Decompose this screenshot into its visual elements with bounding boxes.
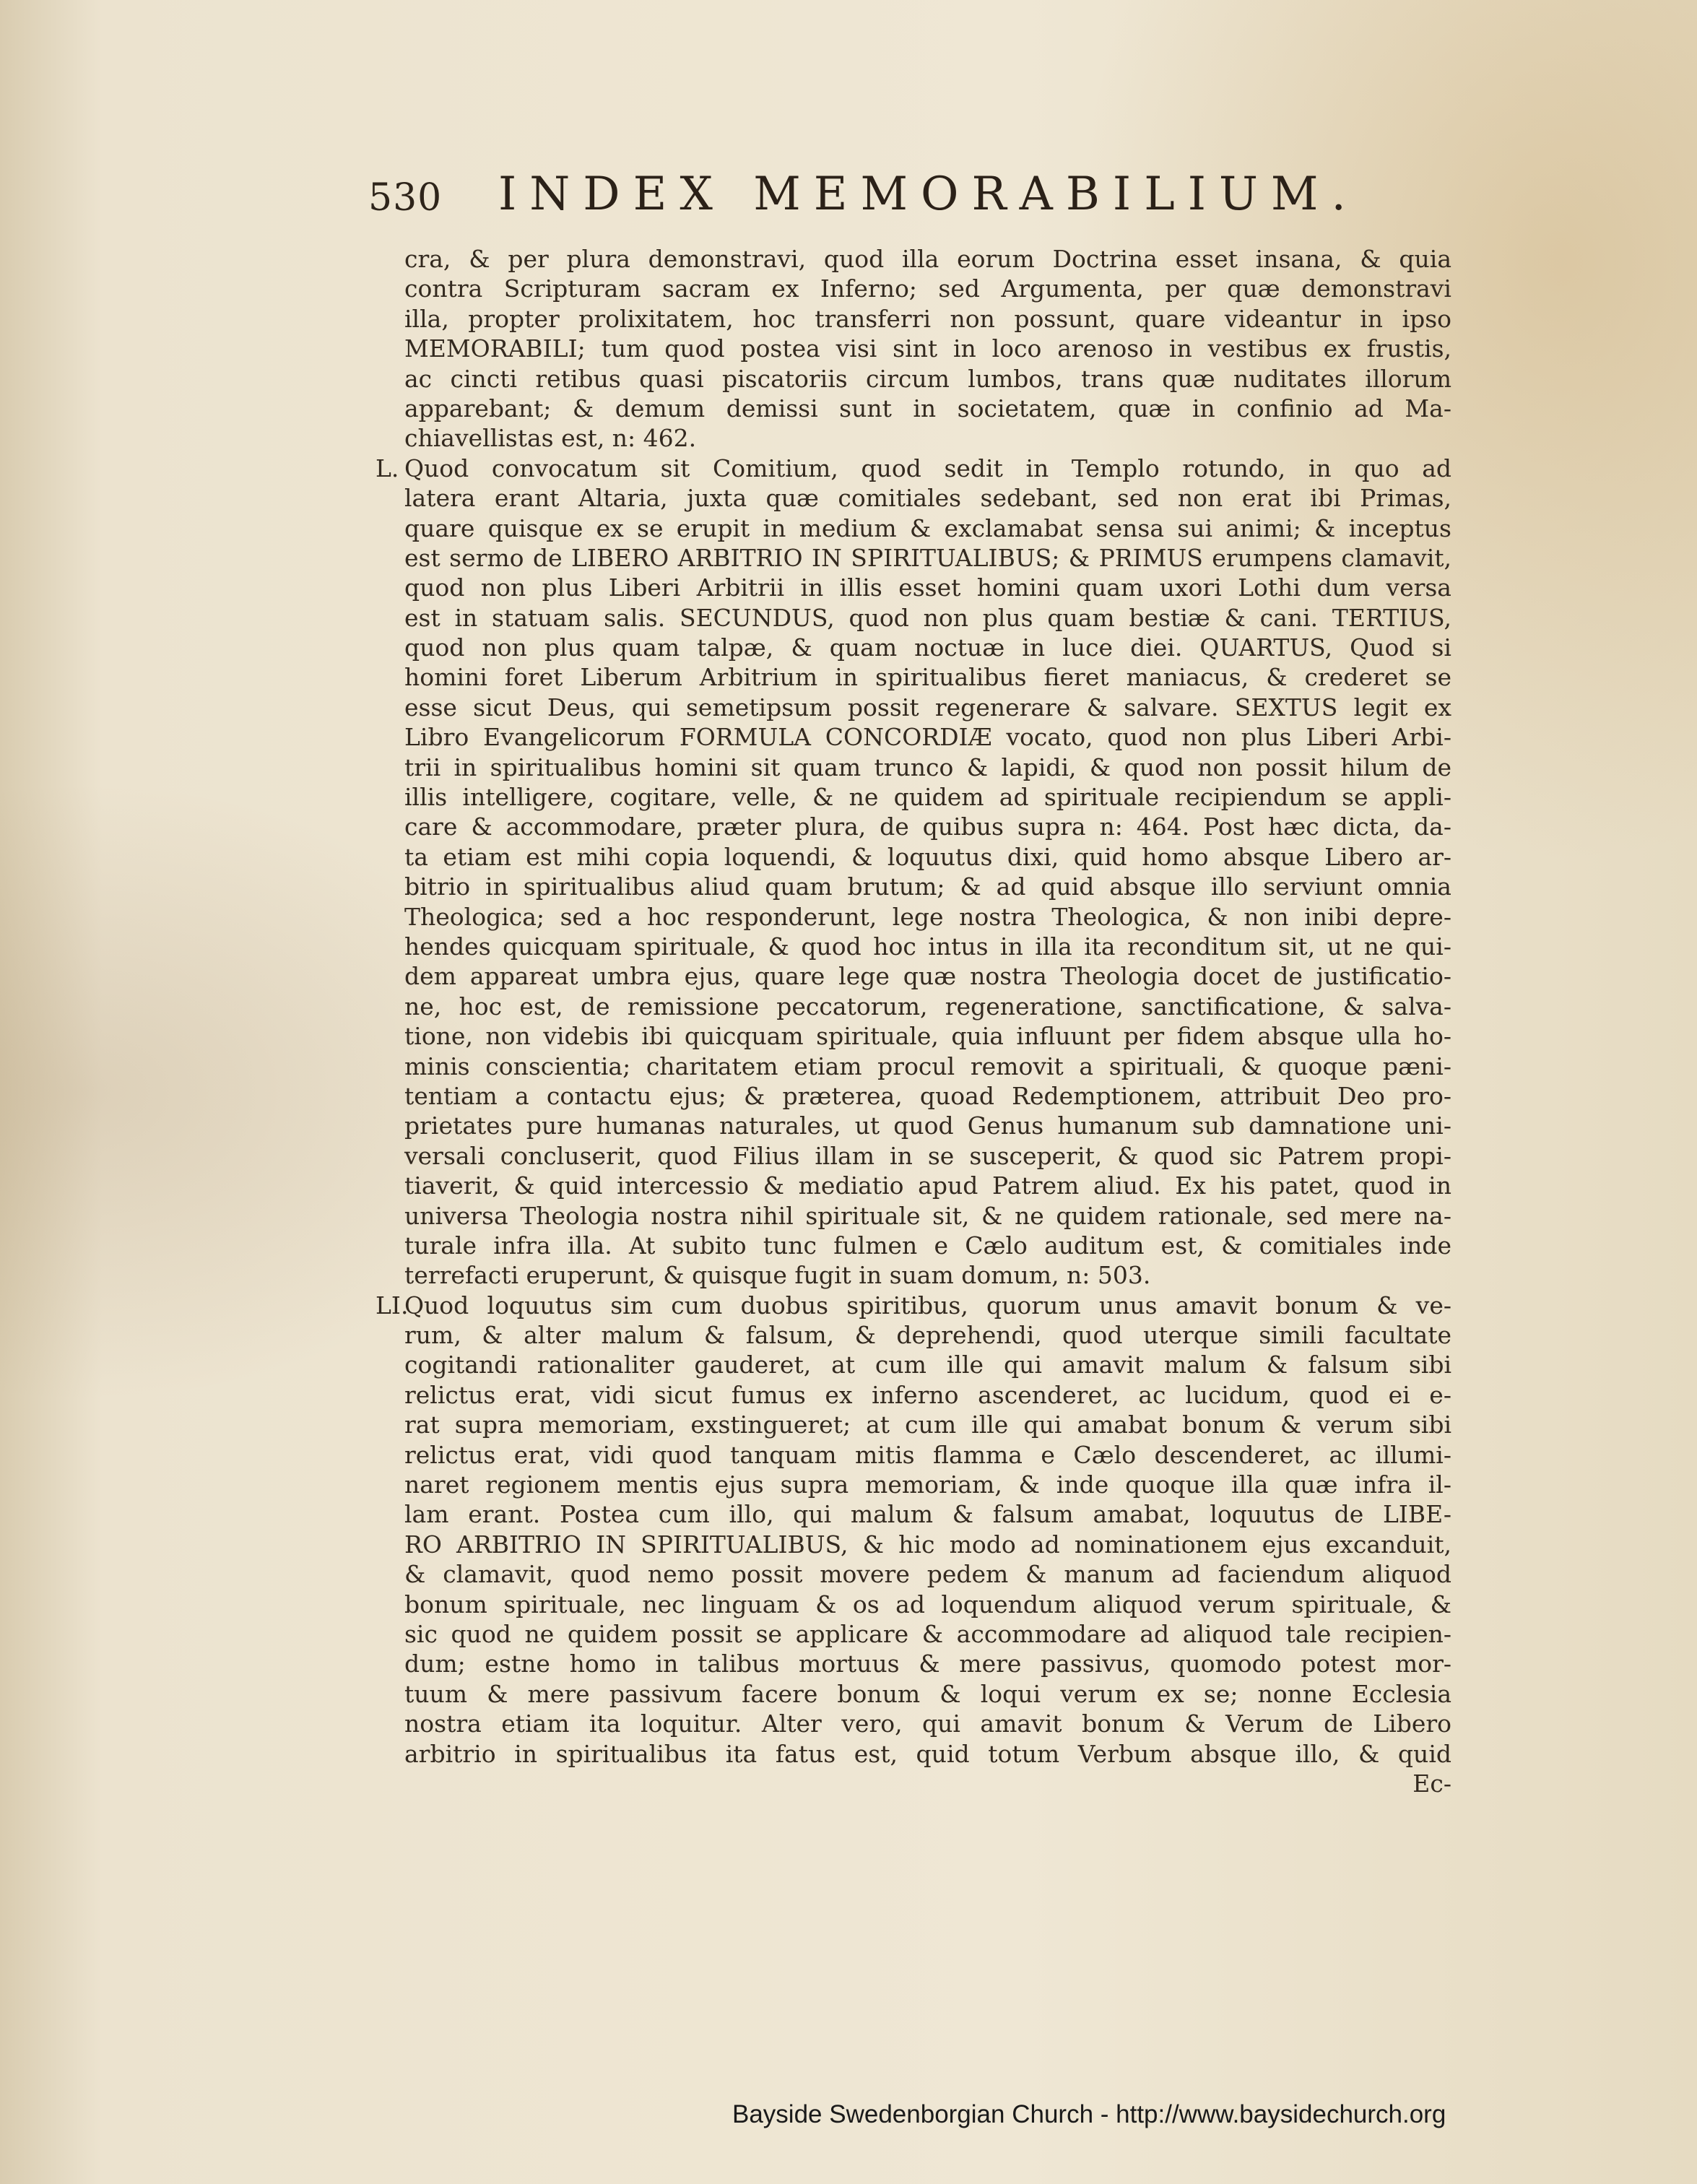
text-line: Quod loquutus sim cum duobus spiritibus, quorum unus amavit bonum & ve-: [404, 1291, 1451, 1320]
text-line: quare quisque ex se erupit in medium & exclamabat sensa sui animi; & inceptus: [404, 514, 1451, 542]
text-line: ta etiam est mihi copia loquendi, & loquutus dixi, quid homo absque Libero ar-: [404, 842, 1451, 871]
text-line: Theologica; sed a hoc responderunt, lege nostra Theologica, & non inibi depre-: [404, 902, 1451, 931]
text-line: prietates pure humanas naturales, ut quod Genus humanum sub damnatione uni-: [404, 1112, 1451, 1140]
entry-number: LI.: [376, 1291, 409, 1320]
text-line: rum, & alter malum & falsum, & deprehendi, quod uterque simili facultate: [404, 1321, 1451, 1350]
text-line: universa Theologia nostra nihil spirituale sit, & ne quidem rationale, sed mere na-: [404, 1201, 1451, 1230]
text-line: hendes quicquam spirituale, & quod hoc intus in illa ita reconditum sit, ut ne qui-: [404, 932, 1451, 961]
footer-credit: Bayside Swedenborgian Church - http://www.baysidechurch.org: [732, 2100, 1446, 2128]
text-line: bonum spirituale, nec linguam & os ad loquendum aliquod verum spirituale, &: [404, 1590, 1451, 1618]
entry-number: L.: [376, 454, 399, 482]
text-line: RO ARBITRIO IN SPIRITUALIBUS, & hic modo ad nominationem ejus excanduit,: [404, 1530, 1451, 1559]
text-line: cogitandi rationaliter gauderet, at cum ille qui amavit malum & falsum sibi: [404, 1351, 1451, 1379]
text-line: trii in spiritualibus homini sit quam trunco & lapidi, & quod non possit hilum de: [404, 753, 1451, 781]
text-line: & clamavit, quod nemo possit movere pedem & manum ad faciendum aliquod: [404, 1560, 1451, 1589]
text-line: rat supra memoriam, exstingueret; at cum ille qui amabat bonum & verum sibi: [404, 1410, 1451, 1439]
text-line: versali concluserit, quod Filius illam in se susceperit, & quod sic Patrem propi-: [404, 1141, 1451, 1170]
text-line: naret regionem mentis ejus supra memoriam, & inde quoque illa quæ infra il-: [404, 1470, 1451, 1499]
page-number: 530: [368, 176, 443, 220]
text-line: terrefacti eruperunt, & quisque fugit in suam domum, n: 503.: [404, 1261, 1151, 1290]
text-line: turale infra illa. At subito tunc fulmen e Cælo auditum est, & comitiales inde: [404, 1231, 1451, 1260]
text-line: quod non plus quam talpæ, & quam noctuæ in luce diei. QUARTUS, Quod si: [404, 633, 1451, 662]
text-line: latera erant Altaria, juxta quæ comitiales sedebant, sed non erat ibi Primas,: [404, 484, 1451, 513]
text-line: est in statuam salis. SECUNDUS, quod non plus quam bestiæ & cani. TERTIUS,: [404, 603, 1451, 632]
text-line: sic quod ne quidem possit se applicare & accommodare ad aliquod tale recipien-: [404, 1619, 1451, 1648]
text-line: est sermo de LIBERO ARBITRIO IN SPIRITUALIBUS; & PRIMUS erumpens clamavit,: [404, 543, 1451, 572]
text-line: illa, propter prolixitatem, hoc transferri non possunt, quare videantur in ipso: [404, 304, 1451, 333]
text-line: nostra etiam ita loquitur. Alter vero, qui amavit bonum & Verum de Libero: [404, 1710, 1451, 1738]
text-line: dem appareat umbra ejus, quare lege quæ nostra Theologia docet de justificatio-: [404, 962, 1451, 991]
text-line: Quod convocatum sit Comitium, quod sedit in Templo rotundo, in quo ad: [404, 454, 1451, 482]
text-line: relictus erat, vidi sicut fumus ex inferno ascenderet, ac lucidum, quod ei e-: [404, 1380, 1451, 1409]
text-line: tione, non videbis ibi quicquam spirituale, quia influunt per fidem absque ulla ho-: [404, 1022, 1451, 1051]
body-text: [376, 244, 1451, 1798]
catchword: Ec-: [1412, 1769, 1451, 1798]
text-line: chiavellistas est, n: 462.: [404, 424, 697, 453]
text-line: homini foret Liberum Arbitrium in spiritualibus fieret maniacus, & crederet se: [404, 663, 1451, 692]
running-head: [368, 160, 1394, 221]
text-line: relictus erat, vidi quod tanquam mitis flamma e Cælo descenderet, ac illumi-: [404, 1440, 1451, 1469]
text-line: MEMORABILI; tum quod postea visi sint in loco arenoso in vestibus ex frustis,: [404, 334, 1451, 363]
text-line: ac cincti retibus quasi piscatoriis circum lumbos, trans quæ nuditates illorum: [404, 364, 1451, 393]
text-line: contra Scripturam sacram ex Inferno; sed Argumenta, per quæ demonstravi: [404, 274, 1451, 303]
text-line: esse sicut Deus, qui semetipsum possit regenerare & salvare. SEXTUS legit ex: [404, 693, 1451, 722]
text-line: tiaverit, & quid intercessio & mediatio apud Patrem aliud. Ex his patet, quod in: [404, 1171, 1451, 1200]
text-line: illis intelligere, cogitare, velle, & ne quidem ad spirituale recipiendum se appli-: [404, 783, 1451, 812]
text-line: care & accommodare, præter plura, de quibus supra n: 464. Post hæc dicta, da-: [404, 812, 1451, 841]
text-line: arbitrio in spiritualibus ita fatus est, quid totum Verbum absque illo, & quid: [404, 1739, 1451, 1768]
text-line: bitrio in spiritualibus aliud quam brutum; & ad quid absque illo serviunt omnia: [404, 872, 1451, 901]
text-line: minis conscientia; charitatem etiam procul removit a spirituali, & quoque pæni-: [404, 1052, 1451, 1080]
text-line: quod non plus Liberi Arbitrii in illis esset homini quam uxori Lothi dum versa: [404, 573, 1451, 602]
text-line: Libro Evangelicorum FORMULA CONCORDIÆ vocato, quod non plus Liberi Arbi-: [404, 723, 1451, 752]
page-title: INDEX MEMORABILIUM.: [498, 168, 1359, 221]
text-line: cra, & per plura demonstravi, quod illa eorum Doctrina esset insana, & quia: [404, 245, 1451, 273]
text-line: tuum & mere passivum facere bonum & loqui verum ex se; nonne Ecclesia: [404, 1679, 1451, 1708]
text-line: tentiam a contactu ejus; & præterea, quoad Redemptionem, attribuit Deo pro-: [404, 1081, 1451, 1110]
entry-first-line: [376, 1291, 1451, 1320]
text-line: dum; estne homo in talibus mortuus & mere passivus, quomodo potest mor-: [404, 1650, 1451, 1678]
entry-first-line: [376, 454, 1451, 483]
text-line: lam erant. Postea cum illo, qui malum & falsum amabat, loquutus de LIBE-: [404, 1500, 1451, 1529]
text-line: apparebant; & demum demissi sunt in societatem, quæ in confinio ad Ma-: [404, 394, 1451, 422]
text-line: ne, hoc est, de remissione peccatorum, regeneratione, sanctificatione, & salva-: [404, 992, 1451, 1020]
